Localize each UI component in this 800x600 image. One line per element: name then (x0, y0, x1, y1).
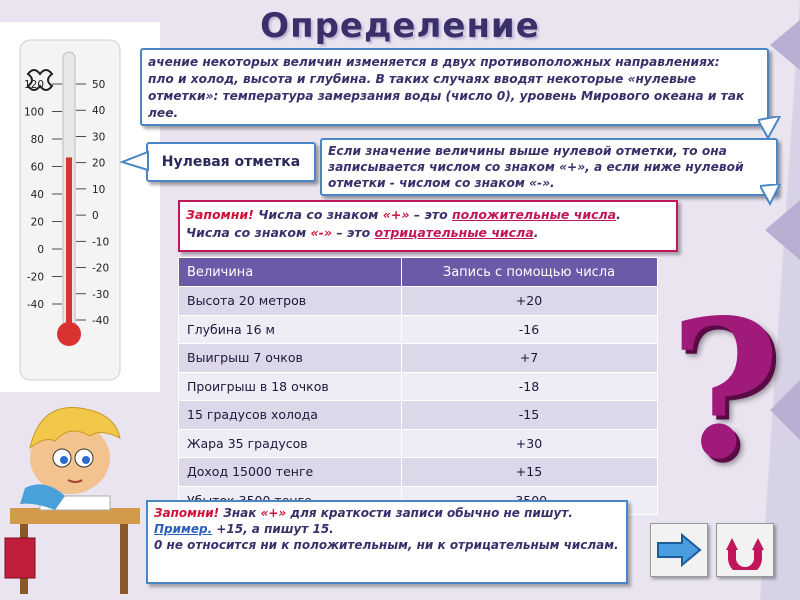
table-row (179, 429, 658, 458)
table-row (179, 458, 658, 487)
explanation-pointer (760, 184, 788, 208)
number-cell: -15 (401, 401, 657, 430)
page-title: Определение (260, 6, 540, 46)
definition-text: ачение некоторых величин изменяется в двух противоположных направлениях: пло и холод, высота и глубина. В таких случаях вводят некоторые «нулевые отметки»: температура замерзания воды (число 0), уровень Мирового океана и так лее. (148, 55, 745, 120)
celsius-tick-label: 20 (92, 157, 106, 170)
celsius-tick-label: 30 (92, 131, 106, 144)
fahrenheit-tick-label: -20 (26, 271, 44, 284)
return-button[interactable] (716, 523, 774, 577)
celsius-tick-label: -40 (92, 315, 110, 327)
fahrenheit-tick-label: -40 (26, 299, 44, 311)
zero-mark-pointer (120, 150, 150, 174)
table-row (179, 287, 658, 316)
number-cell: +20 (401, 287, 657, 316)
fahrenheit-tick-label: 20 (30, 216, 44, 229)
quantity-cell: Глубина 16 м (179, 315, 402, 344)
remember-signs-box (178, 200, 678, 252)
number-cell: +7 (401, 344, 657, 373)
fahrenheit-tick-label: 80 (30, 134, 44, 146)
fahrenheit-tick-label: 60 (30, 161, 44, 174)
thermometer-panel (0, 22, 160, 392)
celsius-tick-label: 0 (92, 210, 99, 223)
celsius-tick-label: -10 (92, 236, 110, 249)
column-header: Запись с помощью числа (401, 258, 657, 287)
zero-mark-box (146, 142, 316, 182)
table-row (179, 315, 658, 344)
column-header: Величина (179, 258, 402, 287)
quantity-cell: Жара 35 градусов (179, 429, 402, 458)
question-mark-glyph: ? (669, 278, 781, 501)
zero-mark-label: Нулевая отметка (161, 154, 301, 170)
u-turn-icon (722, 530, 768, 570)
quantity-cell: Высота 20 метров (179, 287, 402, 316)
celsius-tick-label: 10 (92, 183, 106, 196)
remember-plus-box (146, 500, 628, 584)
remember-plus-text: Запомни! Знак «+» для краткости записи обычно не пишут. Пример. +15, а пишут 15. 0 не относится ни к положительным, ни к отрицательным числам. (154, 506, 619, 552)
fahrenheit-tick-label: 0 (37, 244, 44, 256)
example-link[interactable]: Пример. (154, 522, 213, 536)
number-cell: -16 (401, 315, 657, 344)
quantities-table (178, 257, 658, 515)
definition-box (140, 48, 769, 126)
explanation-text: Если значение величины выше нулевой отметки, то она записывается числом со знаком «+», а если ниже нулевой отметки - числом со знаком «-». (328, 144, 744, 190)
fahrenheit-tick-label: 40 (30, 189, 44, 201)
quantity-cell: Доход 15000 тенге (179, 458, 402, 487)
table-header-row (179, 258, 658, 287)
fahrenheit-tick-label: 120 (23, 79, 44, 91)
table-row (179, 344, 658, 373)
thermometer-illustration (0, 22, 160, 392)
explanation-box (320, 138, 778, 196)
quantity-cell: 15 градусов холода (179, 401, 402, 430)
table-row (179, 372, 658, 401)
next-slide-button[interactable] (650, 523, 708, 577)
number-cell: +15 (401, 458, 657, 487)
celsius-tick-label: 50 (92, 79, 106, 91)
remember-signs-text: Запомни! Числа со знаком «+» – это положительные числа. Числа со знаком «-» – это отрицательные числа. (186, 207, 621, 240)
number-cell: -18 (401, 372, 657, 401)
quantity-cell: Выигрыш 7 очков (179, 344, 402, 373)
question-mark (660, 278, 790, 501)
thermometer-bulb (57, 322, 81, 346)
mercury-column (66, 157, 72, 334)
quantity-cell: Проигрыш в 18 очков (179, 372, 402, 401)
table-row (179, 401, 658, 430)
celsius-tick-label: 40 (92, 105, 106, 118)
fahrenheit-tick-label: 100 (23, 106, 44, 119)
celsius-tick-label: -20 (92, 262, 110, 275)
arrow-right-icon (656, 533, 702, 567)
celsius-tick-label: -30 (92, 288, 110, 301)
number-cell: +30 (401, 429, 657, 458)
student-illustration (0, 388, 150, 598)
